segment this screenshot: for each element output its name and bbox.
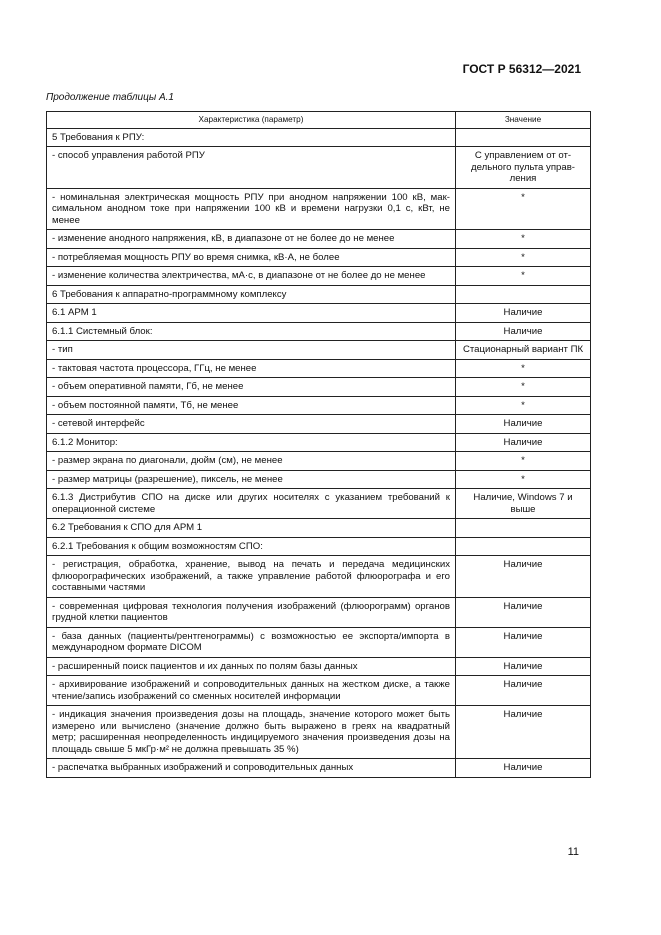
value-cell bbox=[456, 519, 591, 538]
table-row bbox=[47, 341, 591, 360]
table-row bbox=[47, 433, 591, 452]
value-cell bbox=[456, 537, 591, 556]
parameter-cell: 5 Требования к РПУ: bbox=[47, 128, 456, 147]
value-cell: * bbox=[456, 452, 591, 471]
table-row bbox=[47, 706, 591, 759]
parameter-cell: 6.1.1 Системный блок: bbox=[47, 322, 456, 341]
value-cell: * bbox=[456, 378, 591, 397]
value-cell: С управлением от отдельного пульта управления bbox=[456, 147, 591, 189]
spec-table bbox=[46, 111, 591, 778]
value-cell: * bbox=[456, 230, 591, 249]
value-cell: Наличие bbox=[456, 706, 591, 759]
value-cell: Наличие bbox=[456, 556, 591, 598]
parameter-cell: - номинальная электрическая мощность РПУ при анодном напряжении 100 кВ, максимальном анодном токе при напряжении 100 кВ и времени нагрузки 0,1 с, кВт, не менее bbox=[47, 188, 456, 230]
parameter-cell: 6.2.1 Требования к общим возможностям СПО: bbox=[47, 537, 456, 556]
column-header-parameter: Характеристика (параметр) bbox=[47, 112, 456, 129]
parameter-cell: - потребляемая мощность РПУ во время снимка, кВ·А, не более bbox=[47, 248, 456, 267]
table-row bbox=[47, 415, 591, 434]
value-cell: * bbox=[456, 470, 591, 489]
parameter-cell: - расширенный поиск пациентов и их данных по полям базы данных bbox=[47, 657, 456, 676]
table-header-row bbox=[47, 112, 591, 129]
parameter-cell: - тактовая частота процессора, ГГц, не менее bbox=[47, 359, 456, 378]
value-cell: * bbox=[456, 359, 591, 378]
parameter-cell: - размер матрицы (разрешение), пиксель, не менее bbox=[47, 470, 456, 489]
column-header-value: Значение bbox=[456, 112, 591, 129]
value-cell: * bbox=[456, 267, 591, 286]
value-cell: Наличие bbox=[456, 627, 591, 657]
table-row bbox=[47, 230, 591, 249]
table-row bbox=[47, 519, 591, 538]
table-row bbox=[47, 378, 591, 397]
table-row bbox=[47, 396, 591, 415]
parameter-cell: - объем оперативной памяти, Гб, не менее bbox=[47, 378, 456, 397]
value-cell: Стационарный вариант ПК bbox=[456, 341, 591, 360]
table-row bbox=[47, 489, 591, 519]
value-cell bbox=[456, 128, 591, 147]
table-row bbox=[47, 267, 591, 286]
table-row bbox=[47, 248, 591, 267]
parameter-cell: 6.1.3 Дистрибутив СПО на диске или других носителях с указанием требований к операционной системе bbox=[47, 489, 456, 519]
table-row bbox=[47, 188, 591, 230]
value-cell: Наличие bbox=[456, 759, 591, 778]
table-row bbox=[47, 759, 591, 778]
parameter-cell: - изменение анодного напряжения, кВ, в диапазоне от не более до не менее bbox=[47, 230, 456, 249]
parameter-cell: - архивирование изображений и сопроводительных данных на жестком диске, а также чтение/запись изображений со сменных носителей информации bbox=[47, 676, 456, 706]
table-caption: Продолжение таблицы А.1 bbox=[46, 92, 174, 103]
table-row bbox=[47, 470, 591, 489]
parameter-cell: 6.1.2 Монитор: bbox=[47, 433, 456, 452]
parameter-cell: - тип bbox=[47, 341, 456, 360]
value-cell: * bbox=[456, 188, 591, 230]
table-row bbox=[47, 359, 591, 378]
parameter-cell: - база данных (пациенты/рентгенограммы) с возможностью ее экспорта/импорта в международном формате DICOM bbox=[47, 627, 456, 657]
table-row bbox=[47, 147, 591, 189]
table-row bbox=[47, 597, 591, 627]
value-cell: Наличие bbox=[456, 415, 591, 434]
value-cell: Наличие bbox=[456, 433, 591, 452]
value-cell bbox=[456, 285, 591, 304]
value-cell: * bbox=[456, 396, 591, 415]
value-cell: Наличие bbox=[456, 676, 591, 706]
table-body bbox=[47, 128, 591, 777]
parameter-cell: 6.2 Требования к СПО для АРМ 1 bbox=[47, 519, 456, 538]
value-cell: Наличие bbox=[456, 304, 591, 323]
parameter-cell: - распечатка выбранных изображений и сопроводительных данных bbox=[47, 759, 456, 778]
parameter-cell: 6.1 АРМ 1 bbox=[47, 304, 456, 323]
parameter-cell: - регистрация, обработка, хранение, вывод на печать и передача медицинских флюорографических изображений, а также управление работой флюорографа и его составными частями bbox=[47, 556, 456, 598]
value-cell: Наличие, Windows 7 и выше bbox=[456, 489, 591, 519]
table-row bbox=[47, 627, 591, 657]
parameter-cell: 6 Требования к аппаратно-программному комплексу bbox=[47, 285, 456, 304]
table-row bbox=[47, 322, 591, 341]
table-row bbox=[47, 285, 591, 304]
table-row bbox=[47, 128, 591, 147]
value-cell: * bbox=[456, 248, 591, 267]
parameter-cell: - размер экрана по диагонали, дюйм (см), не менее bbox=[47, 452, 456, 471]
parameter-cell: - объем постоянной памяти, Тб, не менее bbox=[47, 396, 456, 415]
table-row bbox=[47, 537, 591, 556]
table-row bbox=[47, 452, 591, 471]
table-row bbox=[47, 304, 591, 323]
table-row bbox=[47, 556, 591, 598]
parameter-cell: - индикация значения произведения дозы на площадь, значение которого может быть измерено или вычислено (значение должно быть выражено в греях на квадратный метр; расширенная неопределенность индицируемого значения произведения дозы на площадь свыше 5 мкГр·м² не должна превышать 35 %) bbox=[47, 706, 456, 759]
parameter-cell: - современная цифровая технология получения изображений (флюорограмм) органов грудной клетки пациентов bbox=[47, 597, 456, 627]
parameter-cell: - способ управления работой РПУ bbox=[47, 147, 456, 189]
value-cell: Наличие bbox=[456, 322, 591, 341]
table-row bbox=[47, 676, 591, 706]
parameter-cell: - сетевой интерфейс bbox=[47, 415, 456, 434]
value-cell: Наличие bbox=[456, 597, 591, 627]
value-cell: Наличие bbox=[456, 657, 591, 676]
parameter-cell: - изменение количества электричества, мА·с, в диапазоне от не более до не менее bbox=[47, 267, 456, 286]
table-row bbox=[47, 657, 591, 676]
page-number: 11 bbox=[567, 846, 579, 858]
document-id: ГОСТ Р 56312—2021 bbox=[462, 62, 581, 76]
